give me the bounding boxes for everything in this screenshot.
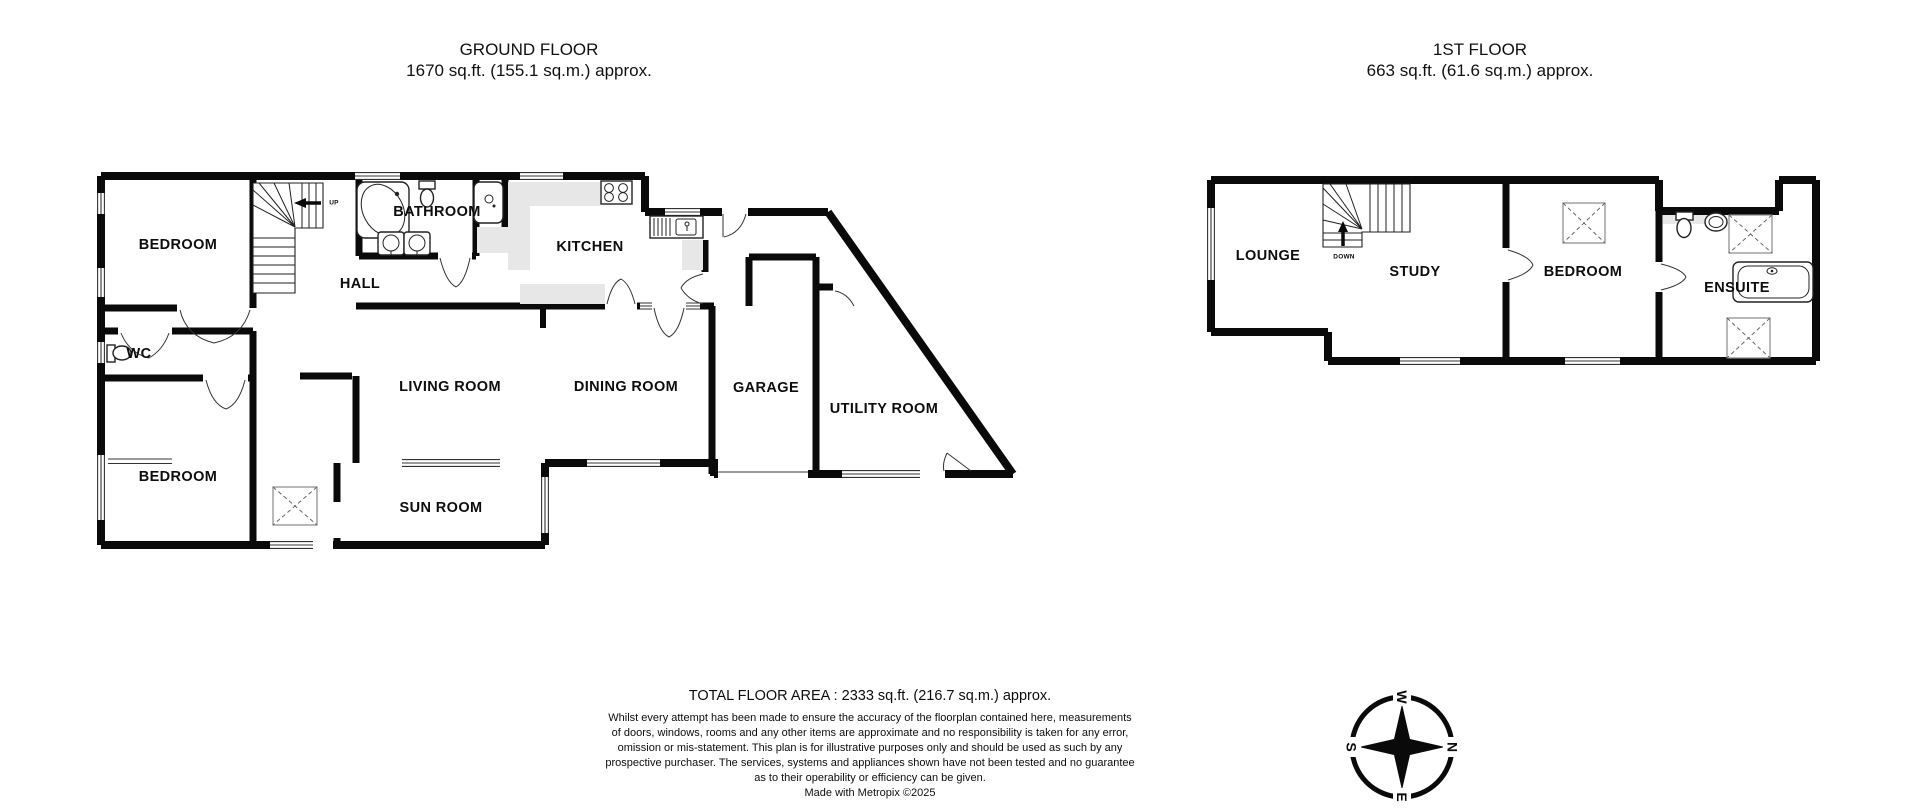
ensuite-sink-icon: [1705, 213, 1727, 231]
compass-s: S: [1343, 742, 1360, 752]
room-label-wc: WC: [126, 346, 152, 362]
room-label-hall: HALL: [339, 276, 381, 292]
stairs-down: [1323, 184, 1410, 247]
room-label-garage: GARAGE: [732, 380, 800, 396]
compass-e: E: [1394, 792, 1410, 802]
rooflight-ensuite-top-icon: [1729, 215, 1772, 253]
ground-floor-title-block: [406, 39, 652, 81]
twin-sinks-icon: [378, 232, 430, 256]
room-label-kitchen: KITCHEN: [556, 239, 624, 255]
room-label-ensuite: ENSUITE: [1704, 280, 1770, 296]
rooflight-icon: [273, 487, 317, 525]
first-floor-plan: [1207, 180, 1816, 365]
rooflight-ensuite-bottom-icon: [1727, 318, 1770, 358]
stairs-down-label: DOWN: [1333, 253, 1355, 261]
room-label-bathroom: BATHROOM: [393, 204, 481, 220]
stairs-up: [253, 183, 323, 293]
ensuite-toilet-icon: [1676, 212, 1693, 238]
ground-floor-title: GROUND FLOOR: [459, 40, 599, 59]
room-label-study: STUDY: [1389, 264, 1441, 280]
first-floor-title: 1ST FLOOR: [1432, 40, 1528, 59]
disclaimer-line: of doors, windows, rooms and any other items are approximate and no responsibility is taken for any error,: [611, 727, 1129, 739]
total-floor-area: TOTAL FLOOR AREA : 2333 sq.ft. (216.7 sq.m.) approx.: [688, 688, 1052, 704]
compass-n: N: [1444, 741, 1461, 753]
first-floor-title-block: [1367, 39, 1594, 81]
rooflight-bedroom-icon: [1563, 203, 1605, 243]
door-swings-ground-floor: [121, 214, 971, 471]
disclaimer-line: as to their operability or efficiency can be given.: [754, 772, 986, 784]
credit-line: Made with Metropix ©2025: [804, 787, 936, 799]
room-label-lounge: LOUNGE: [1235, 248, 1301, 264]
wardrobe-line: [108, 459, 172, 464]
ground-floor-plan: [97, 172, 1013, 549]
room-label-sunroom: SUN ROOM: [399, 500, 483, 516]
ground-floor-area: 1670 sq.ft. (155.1 sq.m.) approx.: [406, 61, 652, 80]
room-label-bedroom-1f: BEDROOM: [1543, 264, 1623, 280]
kitchen-sink-icon: [650, 216, 703, 238]
windows-first-floor: [1207, 208, 1620, 365]
first-floor-area: 663 sq.ft. (61.6 sq.m.) approx.: [1366, 61, 1594, 80]
disclaimer-line: Whilst every attempt has been made to ensure the accuracy of the floorplan contained here, measurements: [608, 712, 1132, 724]
compass-icon: [1343, 688, 1461, 806]
compass-w: W: [1394, 690, 1410, 704]
disclaimer-line: omission or mis-statement. This plan is for illustrative purposes only and should be used as such by any: [617, 742, 1123, 754]
room-label-living: LIVING ROOM: [399, 379, 501, 395]
stairs-up-label: UP: [329, 199, 339, 207]
footer-text-block: [605, 688, 1134, 801]
room-label-dining: DINING ROOM: [573, 379, 679, 395]
room-label-bedroom-bottom: BEDROOM: [138, 469, 218, 485]
room-label-bedroom-top: BEDROOM: [138, 237, 218, 253]
room-label-utility: UTILITY ROOM: [829, 401, 939, 417]
hob-icon: [601, 181, 632, 204]
disclaimer-line: prospective purchaser. The services, systems and appliances shown have not been tested and no guarantee: [605, 757, 1135, 769]
